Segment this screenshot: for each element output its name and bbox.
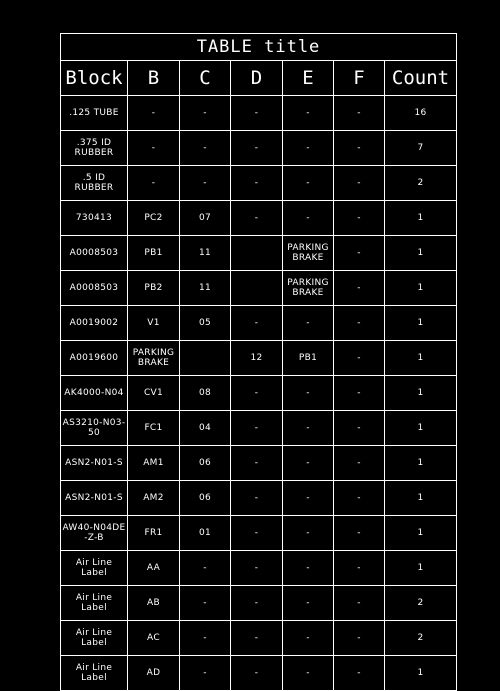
cell-block[interactable]: Air Line Label [61, 621, 128, 656]
header-b[interactable]: B [128, 61, 180, 96]
cell-e[interactable]: - [283, 516, 334, 551]
cell-count[interactable]: 1 [385, 481, 457, 516]
cell-block[interactable]: Air Line Label [61, 656, 128, 691]
cell-c[interactable]: - [180, 96, 231, 131]
table-row [61, 166, 457, 201]
cell-block[interactable]: .375 ID RUBBER [61, 131, 128, 166]
cell-d[interactable]: 12 [231, 341, 283, 376]
cell-f[interactable]: - [334, 306, 385, 341]
cell-count[interactable]: 2 [385, 621, 457, 656]
cell-c[interactable]: 06 [180, 481, 231, 516]
cell-e[interactable]: - [283, 201, 334, 236]
cell-count[interactable]: 1 [385, 411, 457, 446]
cell-e[interactable]: - [283, 166, 334, 201]
cell-c[interactable]: - [180, 551, 231, 586]
cell-b[interactable]: FC1 [128, 411, 180, 446]
cell-b[interactable]: AA [128, 551, 180, 586]
header-e[interactable]: E [283, 61, 334, 96]
cell-c[interactable]: - [180, 131, 231, 166]
cell-d[interactable] [231, 271, 283, 306]
cell-b[interactable]: PARKING BRAKE [128, 341, 180, 376]
cell-count[interactable]: 1 [385, 236, 457, 271]
cell-c[interactable]: 11 [180, 271, 231, 306]
table-row [61, 551, 457, 586]
cell-e[interactable]: - [283, 586, 334, 621]
cell-block[interactable]: ASN2-N01-S [61, 446, 128, 481]
cell-d[interactable]: - [231, 131, 283, 166]
cell-e[interactable]: - [283, 376, 334, 411]
cell-f[interactable]: - [334, 516, 385, 551]
cell-b[interactable]: V1 [128, 306, 180, 341]
header-c[interactable]: C [180, 61, 231, 96]
table-row [61, 516, 457, 551]
cell-d[interactable]: - [231, 656, 283, 691]
cell-f[interactable]: - [334, 341, 385, 376]
cell-d[interactable]: - [231, 96, 283, 131]
cell-d[interactable]: - [231, 411, 283, 446]
cell-f[interactable]: - [334, 96, 385, 131]
cell-b[interactable]: PB2 [128, 271, 180, 306]
cell-d[interactable]: - [231, 306, 283, 341]
cell-count[interactable]: 1 [385, 306, 457, 341]
cell-block[interactable]: A0008503 [61, 236, 128, 271]
cell-e[interactable]: - [283, 96, 334, 131]
cell-e[interactable]: - [283, 621, 334, 656]
cell-f[interactable]: - [334, 621, 385, 656]
cell-c[interactable]: 04 [180, 411, 231, 446]
table-title[interactable]: TABLE title [61, 34, 457, 61]
cell-c[interactable]: - [180, 621, 231, 656]
header-f[interactable]: F [334, 61, 385, 96]
cell-d[interactable]: - [231, 586, 283, 621]
cell-f[interactable]: - [334, 166, 385, 201]
cell-block[interactable]: A0019002 [61, 306, 128, 341]
title-row [61, 34, 457, 61]
cell-f[interactable]: - [334, 446, 385, 481]
table-row [61, 236, 457, 271]
table-row [61, 96, 457, 131]
cell-b[interactable]: AM2 [128, 481, 180, 516]
header-row [61, 61, 457, 96]
cell-e[interactable]: PARKING BRAKE [283, 271, 334, 306]
header-d[interactable]: D [231, 61, 283, 96]
table-row [61, 656, 457, 691]
cell-block[interactable]: Air Line Label [61, 551, 128, 586]
table-row [61, 446, 457, 481]
cell-c[interactable]: 05 [180, 306, 231, 341]
cell-b[interactable]: AC [128, 621, 180, 656]
cell-count[interactable]: 7 [385, 131, 457, 166]
cell-e[interactable]: PARKING BRAKE [283, 236, 334, 271]
cell-e[interactable]: - [283, 481, 334, 516]
cell-c[interactable]: 01 [180, 516, 231, 551]
cell-c[interactable] [180, 341, 231, 376]
cell-block[interactable]: A0008503 [61, 271, 128, 306]
cell-f[interactable]: - [334, 551, 385, 586]
cell-f[interactable]: - [334, 131, 385, 166]
cell-c[interactable]: - [180, 166, 231, 201]
cell-b[interactable]: - [128, 96, 180, 131]
cell-d[interactable]: - [231, 376, 283, 411]
cell-block[interactable]: ASN2-N01-S [61, 481, 128, 516]
cell-block[interactable]: Air Line Label [61, 586, 128, 621]
table-row [61, 481, 457, 516]
cell-count[interactable]: 1 [385, 516, 457, 551]
table-row [61, 271, 457, 306]
cell-count[interactable]: 2 [385, 586, 457, 621]
cell-d[interactable]: - [231, 551, 283, 586]
cell-block[interactable]: .5 ID RUBBER [61, 166, 128, 201]
table-row [61, 131, 457, 166]
cell-block[interactable]: AS3210-N03- 50 [61, 411, 128, 446]
table-row [61, 411, 457, 446]
cell-b[interactable]: AM1 [128, 446, 180, 481]
cell-b[interactable]: CV1 [128, 376, 180, 411]
cell-b[interactable]: FR1 [128, 516, 180, 551]
cell-c[interactable]: 08 [180, 376, 231, 411]
cell-e[interactable]: - [283, 551, 334, 586]
table-row [61, 586, 457, 621]
cell-d[interactable]: - [231, 516, 283, 551]
cell-count[interactable]: 1 [385, 446, 457, 481]
table-row [61, 306, 457, 341]
cell-block[interactable]: A0019600 [61, 341, 128, 376]
cell-f[interactable]: - [334, 481, 385, 516]
cell-e[interactable]: - [283, 131, 334, 166]
cell-d[interactable]: - [231, 201, 283, 236]
cell-block[interactable]: .125 TUBE [61, 96, 128, 131]
table-body [61, 96, 457, 691]
cell-f[interactable]: - [334, 376, 385, 411]
cell-f[interactable]: - [334, 656, 385, 691]
cell-c[interactable]: - [180, 656, 231, 691]
cell-e[interactable]: - [283, 411, 334, 446]
cell-count[interactable]: 1 [385, 201, 457, 236]
cell-d[interactable]: - [231, 621, 283, 656]
table-row [61, 341, 457, 376]
cell-e[interactable]: - [283, 306, 334, 341]
cell-b[interactable]: PB1 [128, 236, 180, 271]
cell-e[interactable]: - [283, 656, 334, 691]
cell-b[interactable]: - [128, 166, 180, 201]
cell-c[interactable]: 07 [180, 201, 231, 236]
cell-f[interactable]: - [334, 271, 385, 306]
cell-d[interactable]: - [231, 446, 283, 481]
cell-b[interactable]: PC2 [128, 201, 180, 236]
cell-count[interactable]: 1 [385, 551, 457, 586]
cell-d[interactable]: - [231, 481, 283, 516]
cell-f[interactable]: - [334, 586, 385, 621]
cell-c[interactable]: 11 [180, 236, 231, 271]
bom-table [60, 33, 457, 691]
cell-c[interactable]: - [180, 586, 231, 621]
header-block[interactable]: Block [61, 61, 128, 96]
cell-e[interactable]: PB1 [283, 341, 334, 376]
table-row [61, 621, 457, 656]
cell-block[interactable]: AW40-N04DE -Z-B [61, 516, 128, 551]
cell-count[interactable]: 1 [385, 656, 457, 691]
header-count[interactable]: Count [385, 61, 457, 96]
cell-count[interactable]: 1 [385, 271, 457, 306]
cell-count[interactable]: 1 [385, 376, 457, 411]
cell-b[interactable]: - [128, 131, 180, 166]
cell-f[interactable]: - [334, 201, 385, 236]
cell-b[interactable]: AB [128, 586, 180, 621]
cell-block[interactable]: 730413 [61, 201, 128, 236]
cell-count[interactable]: 1 [385, 341, 457, 376]
table-row [61, 376, 457, 411]
cell-count[interactable]: 16 [385, 96, 457, 131]
cell-f[interactable]: - [334, 411, 385, 446]
cell-d[interactable]: - [231, 166, 283, 201]
cell-b[interactable]: AD [128, 656, 180, 691]
cell-f[interactable]: - [334, 236, 385, 271]
cell-e[interactable]: - [283, 446, 334, 481]
cell-d[interactable] [231, 236, 283, 271]
cell-c[interactable]: 06 [180, 446, 231, 481]
table-row [61, 201, 457, 236]
cell-block[interactable]: AK4000-N04 [61, 376, 128, 411]
cell-count[interactable]: 2 [385, 166, 457, 201]
